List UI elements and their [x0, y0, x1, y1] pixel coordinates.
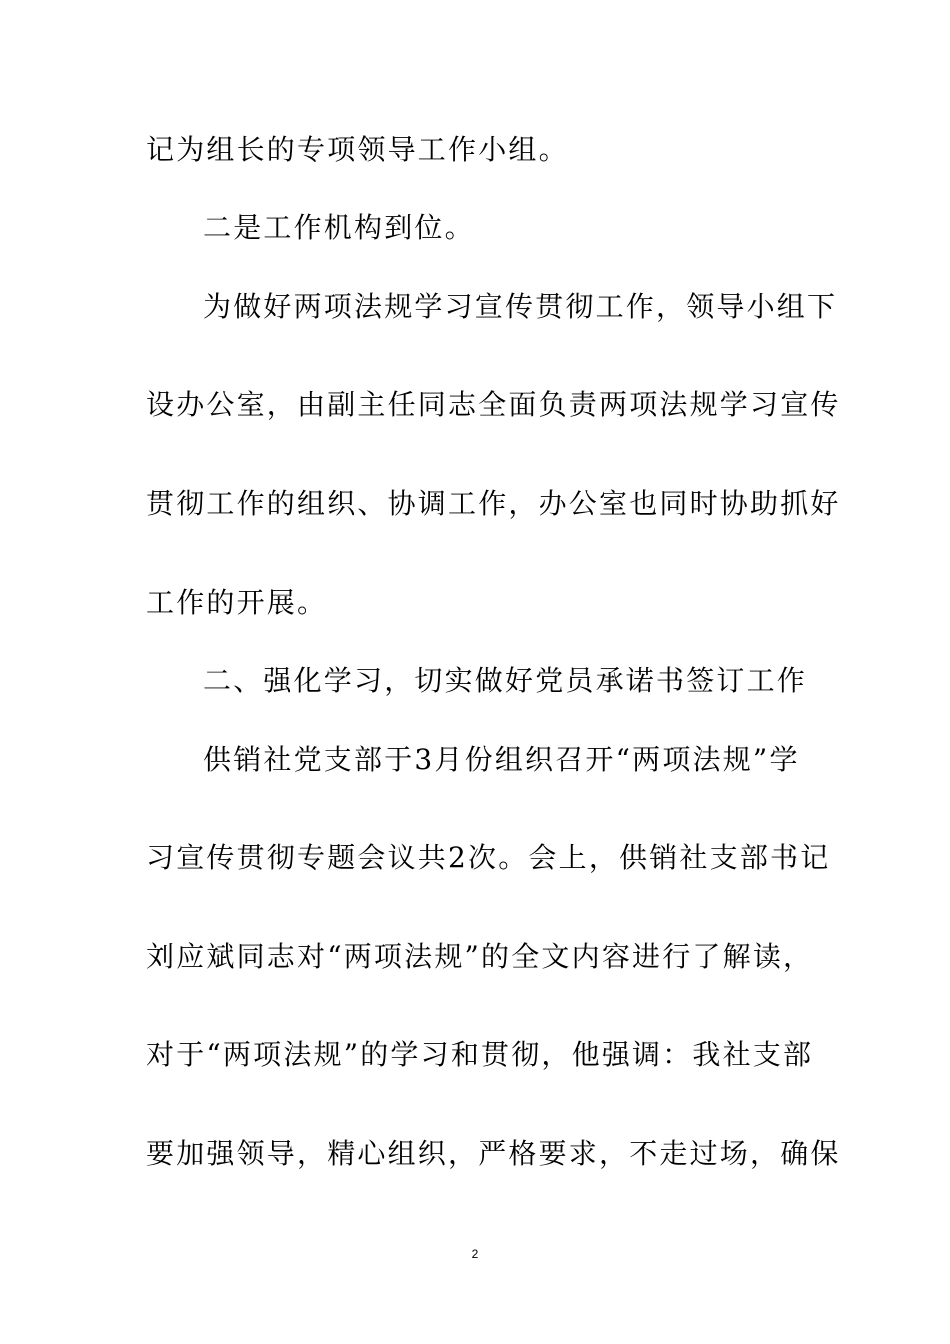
text-line-7: 二、强化学习，切实做好党员承诺书签订工作: [203, 664, 808, 697]
text-line-9: 习宣传贯彻专题会议共2次。会上，供销社支部书记: [146, 841, 831, 874]
page-number: 2: [471, 1247, 479, 1261]
text-line-6: 工作的开展。: [146, 586, 328, 619]
text-line-10: 刘应斌同志对“两项法规”的全文内容进行了解读，: [146, 940, 814, 973]
text-line-11: 对于“两项法规”的学习和贯彻，他强调：我社支部: [146, 1038, 814, 1071]
text-line-1: 记为组长的专项领导工作小组。: [146, 133, 569, 166]
text-line-3: 为做好两项法规学习宣传贯彻工作，领导小组下: [203, 290, 838, 323]
text-line-2: 二是工作机构到位。: [203, 211, 475, 244]
text-line-8: 供销社党支部于3月份组织召开“两项法规”学: [203, 743, 800, 776]
text-line-5: 贯彻工作的组织、协调工作，办公室也同时协助抓好: [146, 487, 841, 520]
text-line-12: 要加强领导，精心组织，严格要求，不走过场，确保: [146, 1137, 841, 1170]
text-line-4: 设办公室，由副主任同志全面负责两项法规学习宣传: [146, 388, 841, 421]
